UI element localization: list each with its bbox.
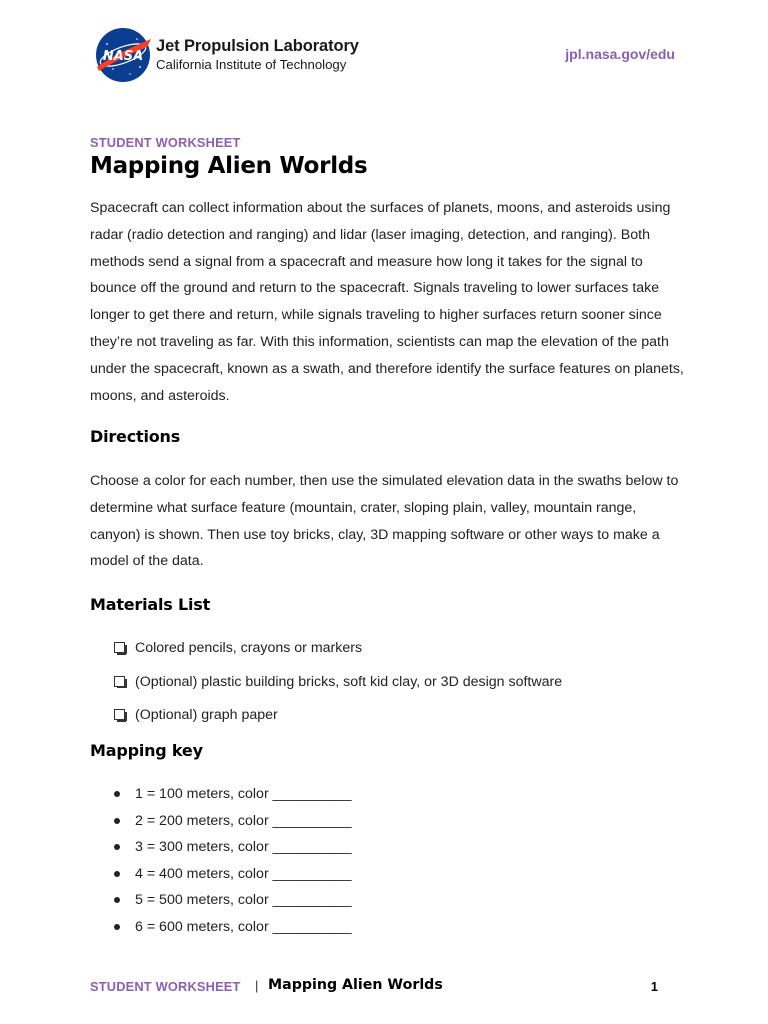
checkbox-icon[interactable] bbox=[114, 709, 125, 720]
bullet-icon bbox=[114, 924, 120, 930]
page-number: 1 bbox=[650, 979, 658, 994]
footer-separator: | bbox=[255, 978, 259, 993]
org-name: Jet Propulsion Laboratory bbox=[156, 37, 359, 55]
org-subtitle: California Institute of Technology bbox=[156, 57, 347, 72]
logo-text: NASA bbox=[102, 49, 144, 64]
mapping-key-heading: Mapping key bbox=[90, 741, 203, 760]
bullet-icon bbox=[114, 791, 120, 797]
key-item-label: 3 = 300 meters, color __________ bbox=[135, 839, 352, 856]
footer-label: STUDENT WORKSHEET bbox=[90, 979, 241, 994]
directions-heading: Directions bbox=[90, 427, 181, 446]
nasa-meatball-icon bbox=[93, 27, 153, 83]
worksheet-label: STUDENT WORKSHEET bbox=[90, 135, 241, 150]
materials-heading: Materials List bbox=[90, 595, 211, 614]
checkbox-icon[interactable] bbox=[114, 642, 125, 653]
checkbox-icon[interactable] bbox=[114, 676, 125, 687]
site-link[interactable]: jpl.nasa.gov/edu bbox=[565, 46, 675, 62]
page-footer bbox=[90, 976, 660, 998]
key-item-label: 5 = 500 meters, color __________ bbox=[135, 892, 352, 909]
bullet-icon bbox=[114, 818, 120, 824]
materials-item-label: (Optional) graph paper bbox=[135, 707, 278, 724]
key-item-label: 6 = 600 meters, color __________ bbox=[135, 918, 352, 935]
bullet-icon bbox=[114, 844, 120, 850]
footer-title: Mapping Alien Worlds bbox=[268, 977, 443, 993]
page-title: Mapping Alien Worlds bbox=[90, 153, 368, 179]
key-item-label: 2 = 200 meters, color __________ bbox=[135, 812, 352, 829]
page-header bbox=[93, 27, 683, 83]
key-item-label: 1 = 100 meters, color __________ bbox=[135, 786, 352, 802]
materials-item-label: Colored pencils, crayons or markers bbox=[135, 640, 363, 656]
directions-paragraph: Choose a color for each number, then use the simulated elevation data in the swaths below to determine what surface feature (mountain, crater, sloping plain, valley, mountain range, canyon) is shown. Then use toy bricks, clay, 3D mapping software or other ways to make a model of the data. bbox=[90, 473, 679, 570]
intro-paragraph: Spacecraft can collect information about the surfaces of planets, moons, and asteroids using radar (radio detection and ranging) and lidar (laser imaging, detection, and ranging). Both methods send a signal from a spacecraft and measure how long it takes for the signal to bounce off the ground and return to the spacecraft. Signals traveling to lower surfaces take longer to get there and return, while signals traveling to higher surfaces return sooner since they’re not traveling as far. With this information, scientists can map the elevation of the path under the spacecraft, known as a swath, and therefore identify the surface features on planets, moons, and asteroids. bbox=[90, 200, 684, 404]
bullet-icon bbox=[114, 871, 120, 877]
nasa-logo bbox=[93, 27, 153, 83]
materials-item-label: (Optional) plastic building bricks, soft kid clay, or 3D design software bbox=[135, 673, 563, 690]
bullet-icon bbox=[114, 897, 120, 903]
key-item-label: 4 = 400 meters, color __________ bbox=[135, 865, 352, 882]
